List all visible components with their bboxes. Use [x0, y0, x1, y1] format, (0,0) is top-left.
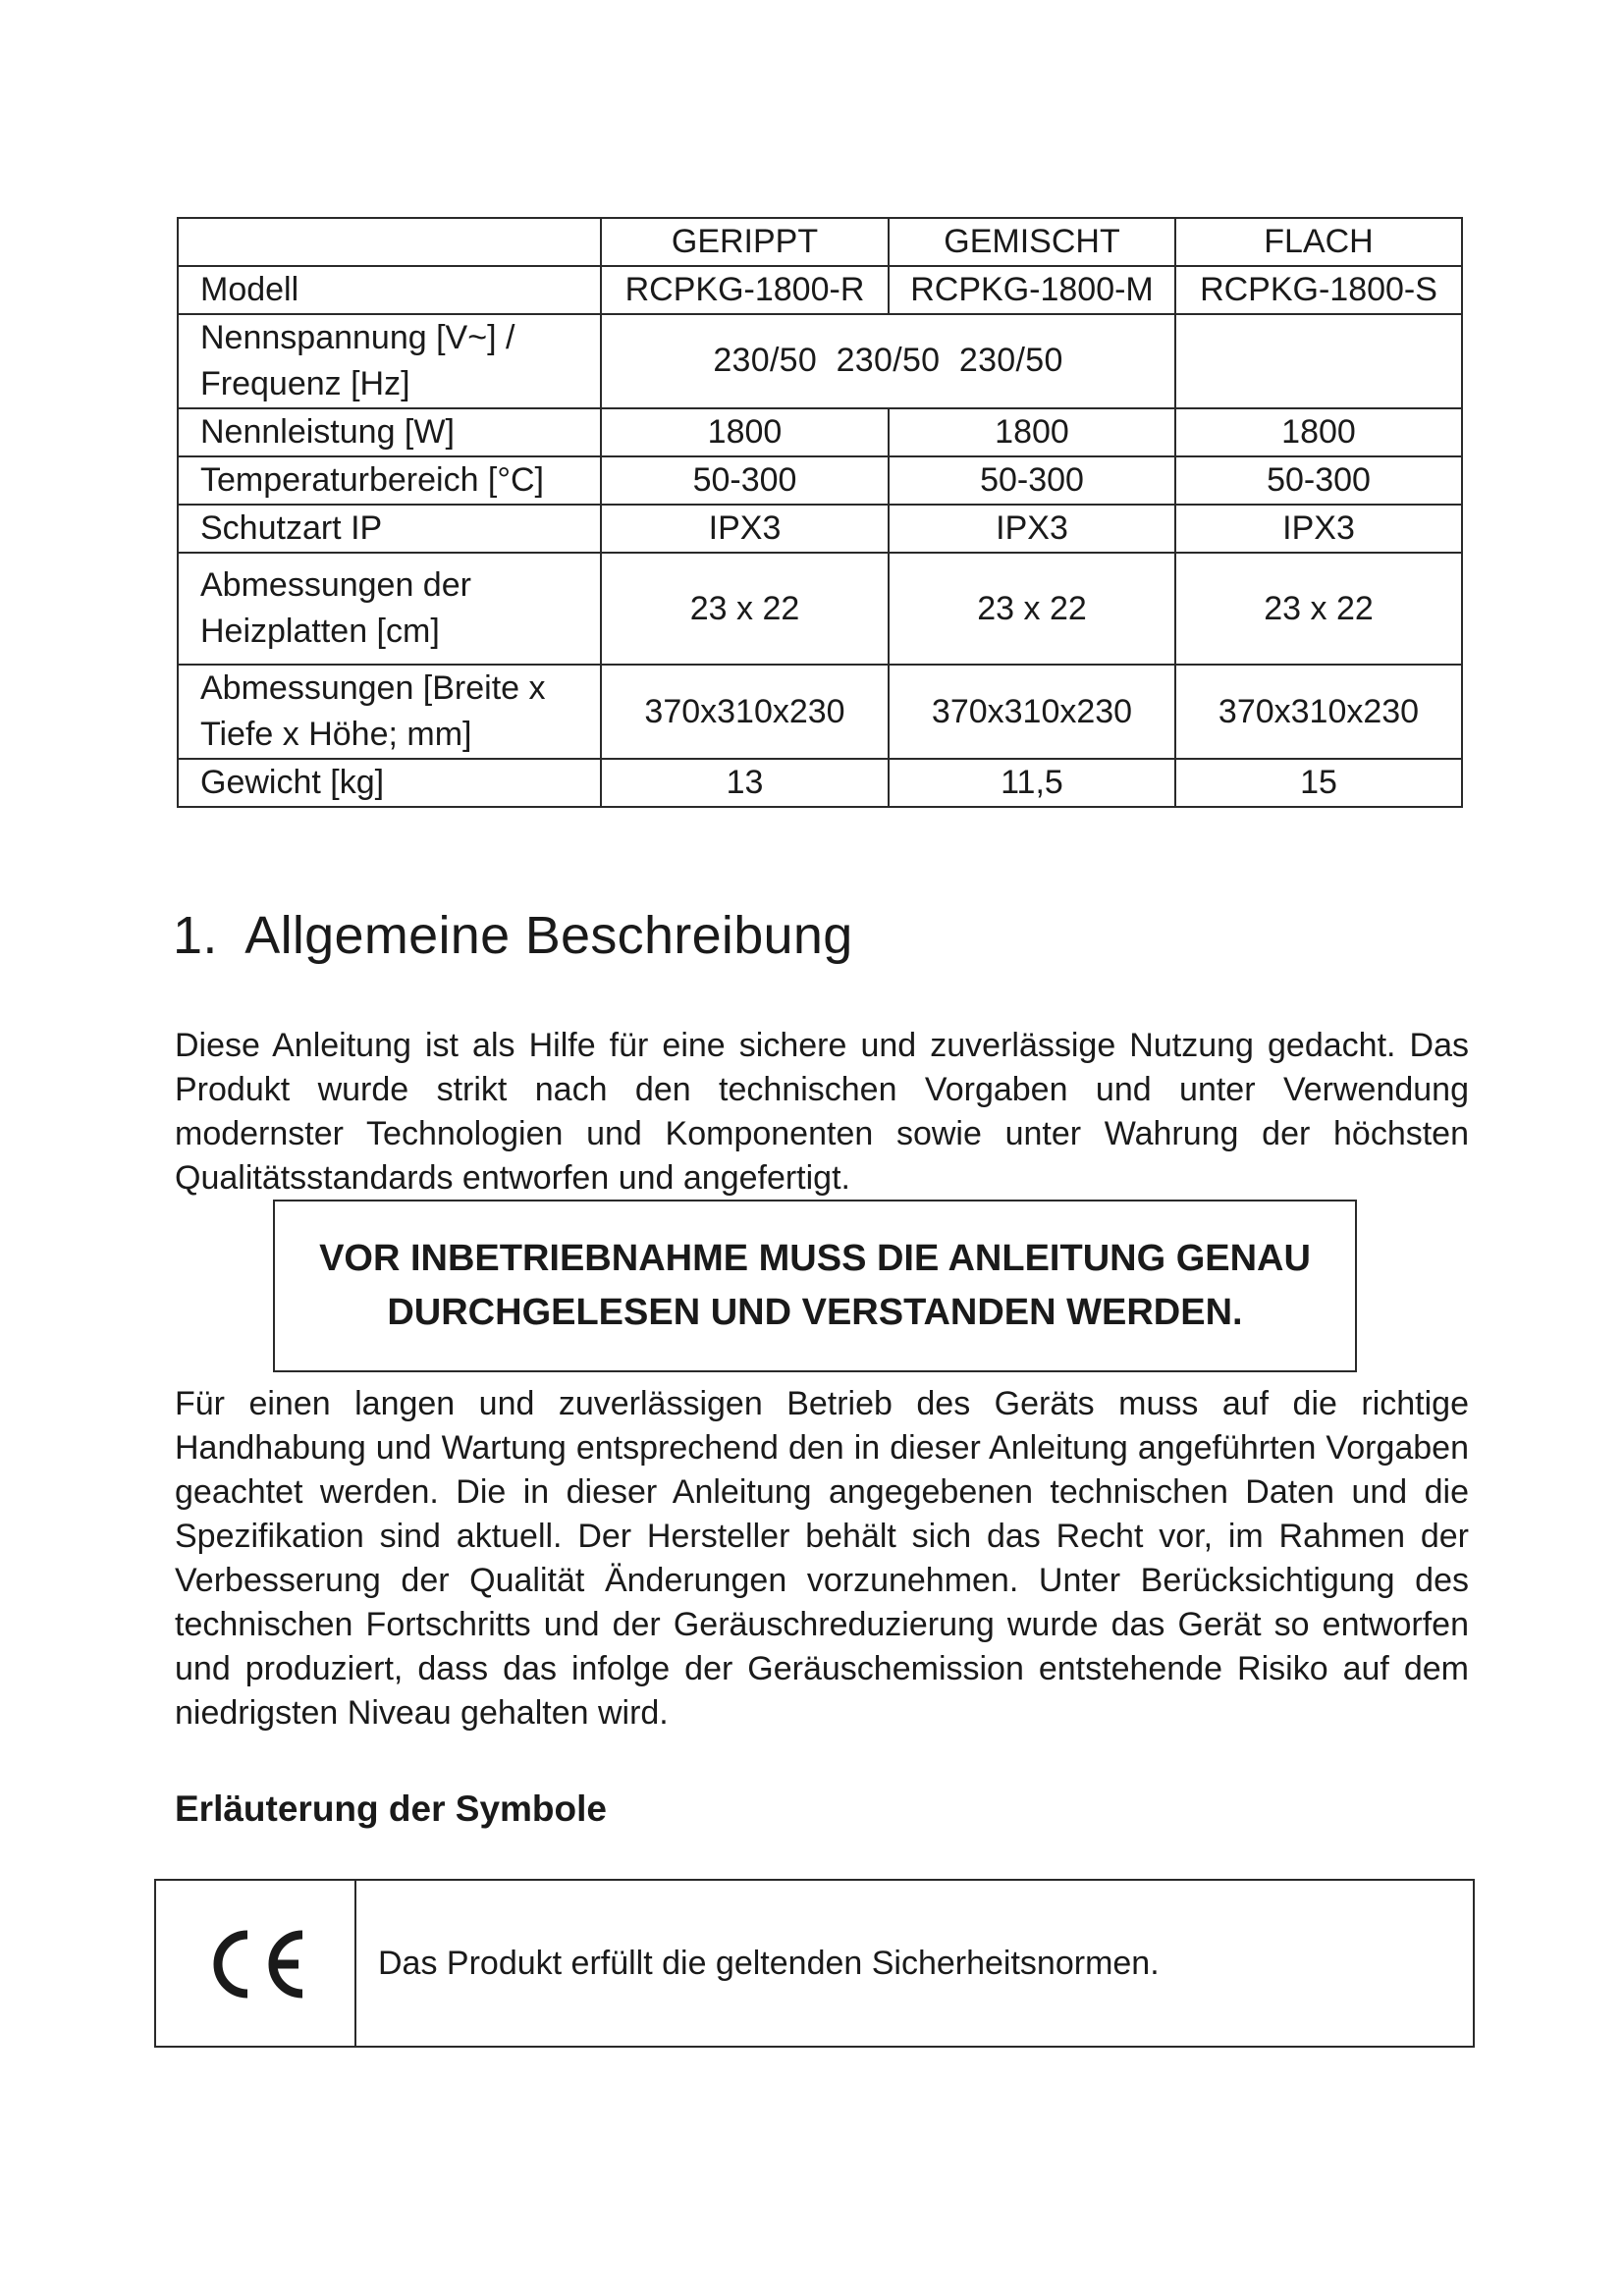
- spec-header-empty: [178, 218, 601, 266]
- spec-row-label: [178, 665, 601, 759]
- spec-row-protection: [178, 505, 1462, 553]
- spec-cell: IPX3: [601, 505, 889, 553]
- spec-cell: 1800: [601, 408, 889, 456]
- spec-header-cell: GEMISCHT: [889, 218, 1175, 266]
- spec-cell: 370x310x230: [1175, 665, 1462, 759]
- spec-cell: 11,5: [889, 759, 1175, 807]
- spec-cell: 1800: [1175, 408, 1462, 456]
- warning-notice-box: [273, 1200, 1357, 1372]
- spec-cell-merged: [601, 314, 1175, 408]
- spec-row-label: Modell: [178, 266, 601, 314]
- spec-row-label-line: Heizplatten [cm]: [200, 613, 440, 650]
- spec-row-weight: [178, 759, 1462, 807]
- spec-cell: 370x310x230: [601, 665, 889, 759]
- spec-cell: 370x310x230: [889, 665, 1175, 759]
- warning-notice-line: DURCHGELESEN UND VERSTANDEN WERDEN.: [387, 1292, 1243, 1333]
- spec-row-voltage: [178, 314, 1462, 408]
- spec-cell: RCPKG-1800-R: [601, 266, 889, 314]
- warning-notice-line: VOR INBETRIEBNAHME MUSS DIE ANLEITUNG GENAU: [319, 1238, 1311, 1279]
- section-heading: 1. Allgemeine Beschreibung: [173, 906, 853, 965]
- spec-cell: 23 x 22: [1175, 553, 1462, 665]
- spec-cell: 1800: [889, 408, 1175, 456]
- symbols-table: [154, 1879, 1475, 2048]
- spec-cell: 15: [1175, 759, 1462, 807]
- spec-cell-merged-text: 230/50 230/50 230/50: [713, 341, 1063, 379]
- spec-row-label: Gewicht [kg]: [178, 759, 601, 807]
- spec-row-dimensions: [178, 665, 1462, 759]
- spec-row-label-line: Abmessungen [Breite x: [200, 669, 546, 707]
- spec-header-row: [178, 218, 1462, 266]
- spec-row-model: [178, 266, 1462, 314]
- spec-header-cell: GERIPPT: [601, 218, 889, 266]
- spec-cell: IPX3: [889, 505, 1175, 553]
- operation-paragraph: Für einen langen und zuverlässigen Betrieb des Geräts muss auf die richtige Handhabung und Wartung entsprechend den in dieser Anleitung angeführten Vorgaben geachtet werden. Die in dieser Anleitung angegebenen technischen Daten und die Spezifikation sind aktuell. Der Hersteller behält sich das Recht vor, im Rahmen der Verbesserung der Qualität Änderungen vorzunehmen. Unter Berücksichtigung des technischen Fortschritts und der Geräuschreduzierung wurde das Gerät so entworfen und produziert, dass das infolge der Geräuschemission entstehende Risiko auf dem niedrigsten Niveau gehalten wird.: [175, 1385, 1469, 1732]
- spec-cell: RCPKG-1800-M: [889, 266, 1175, 314]
- spec-row-label-line: Nennspannung [V~] /: [200, 319, 515, 356]
- spec-cell: RCPKG-1800-S: [1175, 266, 1462, 314]
- symbol-icon-cell: [155, 1880, 355, 2047]
- spec-cell: 50-300: [889, 456, 1175, 505]
- spec-cell: 13: [601, 759, 889, 807]
- spec-cell-empty: [1175, 314, 1462, 408]
- spec-row-label-line: Frequenz [Hz]: [200, 365, 410, 402]
- intro-paragraph: Diese Anleitung ist als Hilfe für eine sichere und zuverlässige Nutzung gedacht. Das Produkt wurde strikt nach den technischen Vorgaben und unter Verwendung modernster Technologien und Komponenten sowie unter Wahrung der höchsten Qualitätsstandards entworfen und angefertigt.: [175, 1027, 1469, 1197]
- spec-cell: 50-300: [601, 456, 889, 505]
- spec-row-label: [178, 553, 601, 665]
- spec-row-label: [178, 314, 601, 408]
- spec-row-plate-dimensions: [178, 553, 1462, 665]
- symbol-description: Das Produkt erfüllt die geltenden Sicherheitsnormen.: [355, 1880, 1474, 2047]
- ce-mark-icon: [200, 1925, 310, 2003]
- spec-row-label: Temperaturbereich [°C]: [178, 456, 601, 505]
- spec-row-label: Nennleistung [W]: [178, 408, 601, 456]
- spec-row-label-line: Abmessungen der: [200, 566, 471, 604]
- spec-header-cell: FLACH: [1175, 218, 1462, 266]
- spec-table: [177, 217, 1463, 808]
- spec-row-label: Schutzart IP: [178, 505, 601, 553]
- spec-cell: 23 x 22: [889, 553, 1175, 665]
- spec-row-label-line: Tiefe x Höhe; mm]: [200, 716, 472, 753]
- symbol-row: [155, 1880, 1474, 2047]
- symbols-heading: Erläuterung der Symbole: [175, 1789, 607, 1829]
- spec-row-power: [178, 408, 1462, 456]
- spec-cell: 23 x 22: [601, 553, 889, 665]
- spec-cell: 50-300: [1175, 456, 1462, 505]
- spec-row-temperature: [178, 456, 1462, 505]
- spec-cell: IPX3: [1175, 505, 1462, 553]
